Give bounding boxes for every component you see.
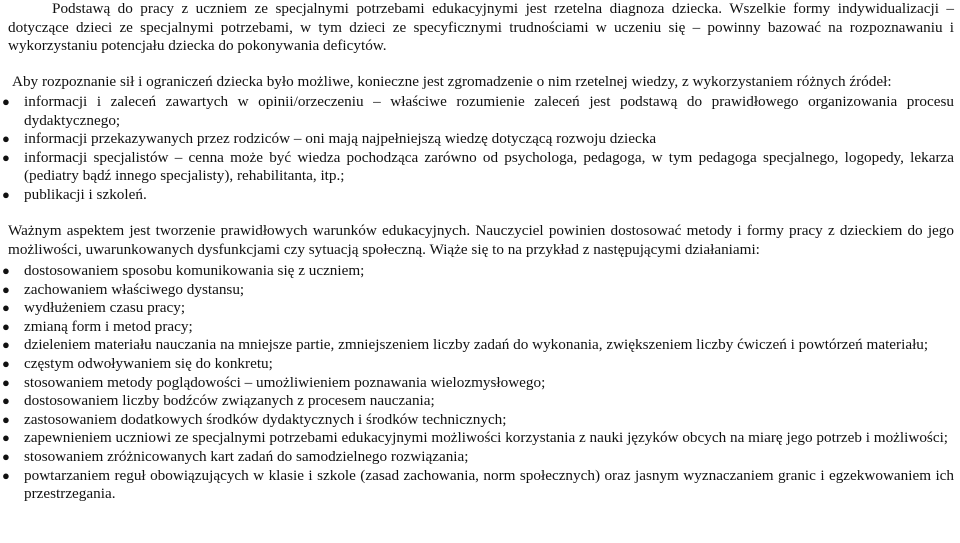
bullet-icon: ● [2, 281, 10, 297]
bullet-icon: ● [2, 131, 10, 147]
bullet-icon: ● [2, 94, 10, 109]
bullet-icon: ● [2, 337, 10, 353]
list-item: ● dzieleniem materiału nauczania na mniejsze partie, zmniejszeniem liczby zadań do wykonania, zwiększeniem liczby ćwiczeń i powtórzeń materiału; [2, 336, 929, 354]
bullet-icon: ● [2, 355, 10, 371]
list-item: ● wydłużeniem czasu pracy; [2, 299, 186, 317]
bullet-icon: ● [2, 430, 10, 446]
list-item: ● informacji i zaleceń zawartych w opinii/orzeczeniu – właściwe rozumienie zaleceń jest podstawą do prawidłowego organizowania procesu dydaktycznego; [2, 93, 954, 129]
list-item: ● informacji przekazywanych przez rodziców – oni mają najpełniejszą wiedzę dotyczącą rozwoju dziecka [2, 130, 657, 148]
list-item: ● częstym odwoływaniem się do konkretu; [2, 354, 273, 372]
list-item: ● informacji specjalistów – cenna może być wiedza pochodząca zarówno od psychologa, pedagoga, w tym pedagoga specjalnego, logopedy, lekarza (pediatry bądź innego specjalisty), rehabilitanta, itp.; [2, 148, 954, 185]
actions-bullet-list [0, 262, 960, 504]
list-item: ● zmianą form i metod pracy; [2, 317, 193, 335]
list-item: ● stosowaniem zróżnicowanych kart zadań do samodzielnego rozwiązania; [2, 447, 469, 465]
bullet-icon: ● [2, 300, 10, 316]
bullet-icon: ● [2, 318, 10, 334]
conditions-lead-paragraph: Ważnym aspektem jest tworzenie prawidłowych warunków edukacyjnych. Nauczyciel powinien dostosować metody i formy pracy z dzieckiem do jego możliwości, uwarunkowanych dysfunkcjami czy sytuacją społeczną. Wiąże się to na przykład z następującymi działaniami: [8, 222, 954, 258]
bullet-icon: ● [2, 448, 10, 464]
list-item: ● stosowaniem metody poglądowości – umożliwieniem poznawania wielozmysłowego; [2, 373, 546, 391]
list-item: ● dostosowaniem liczby bodźców związanych z procesem nauczania; [2, 392, 435, 410]
list-item: ● powtarzaniem reguł obowiązujących w klasie i szkole (zasad zachowania, norm społecznych) oraz jasnym wyznaczaniem granic i egzekwowaniem ich przestrzegania. [2, 466, 954, 503]
sources-lead-paragraph: Aby rozpoznanie sił i ograniczeń dziecka było możliwe, konieczne jest zgromadzenie o nim rzetelnej wiedzy, z wykorzystaniem różnych źródeł: [12, 73, 892, 90]
bullet-icon: ● [2, 393, 10, 409]
list-item: ● zapewnieniem uczniowi ze specjalnymi potrzebami edukacyjnymi możliwości korzystania z nauki języków obcych na miarę jego potrzeb i możliwości; [2, 429, 949, 447]
list-item: ● zachowaniem właściwego dystansu; [2, 280, 245, 298]
sources-bullet-list [0, 93, 960, 205]
list-item: ● dostosowaniem sposobu komunikowania się z uczniem; [2, 262, 365, 279]
intro-paragraph: Podstawą do pracy z uczniem ze specjalnymi potrzebami edukacyjnymi jest rzetelna diagnoza dziecka. Wszelkie formy indywidualizacji – dotyczące dzieci ze specjalnymi potrzebami, w tym dzieci ze specyficznymi trudnościami w uczeniu się – powinny bazować na rozpoznawaniu i wykorzystaniu potencjału dziecka do pokonywania deficytów. [8, 0, 954, 55]
bullet-icon: ● [2, 411, 10, 427]
bullet-icon: ● [2, 263, 10, 278]
bullet-icon: ● [2, 374, 10, 390]
bullet-icon: ● [2, 186, 10, 202]
list-item: ● zastosowaniem dodatkowych środków dydaktycznych i środków technicznych; [2, 410, 507, 428]
list-item: ● publikacji i szkoleń. [2, 185, 147, 203]
bullet-icon: ● [2, 149, 10, 165]
bullet-icon: ● [2, 467, 10, 483]
